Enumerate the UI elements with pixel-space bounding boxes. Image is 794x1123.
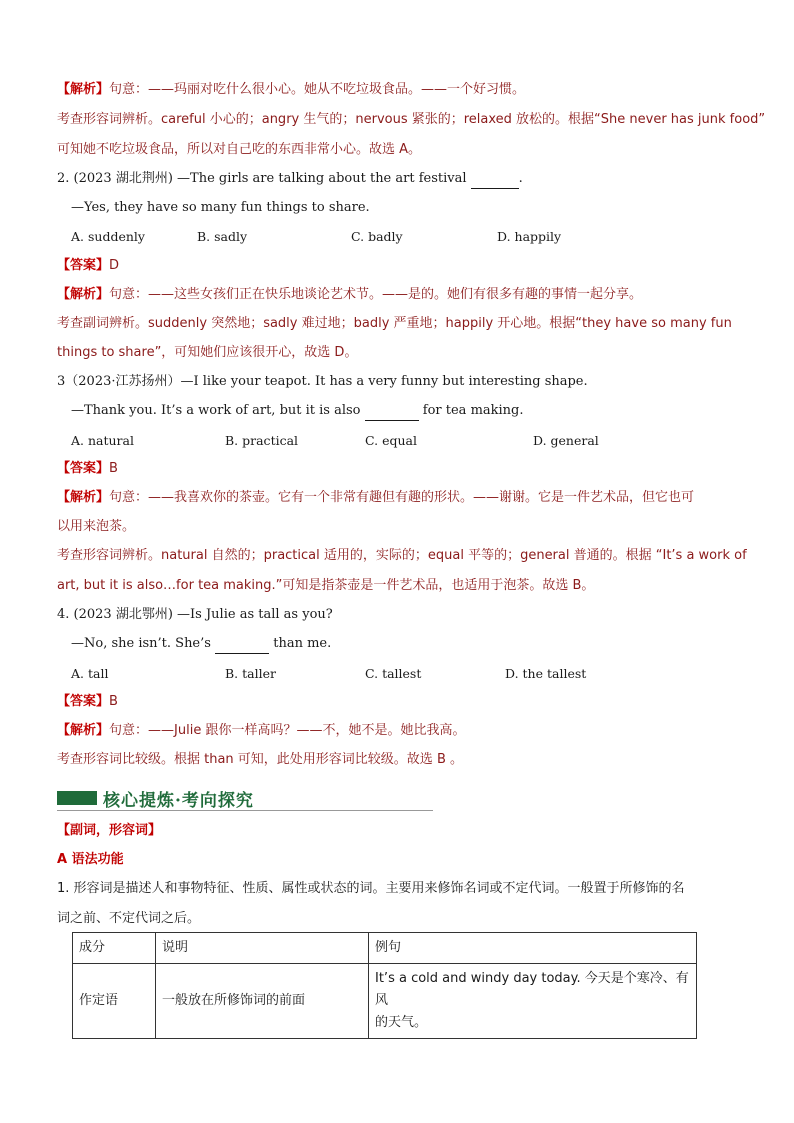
q4-option-b: B. taller (225, 666, 276, 681)
q3-analysis-line2: 考查形容词辨析。natural 自然的；practical 适用的，实际的；equal 平等的；general 普通的。根据 “It’s a work of (57, 548, 747, 563)
q3-reply (71, 402, 761, 421)
analysis-tag: 【解析】 (57, 287, 110, 302)
table-cell-example (369, 964, 697, 1039)
q3-translation: 句意：——我喜欢你的茶壶。它有一个非常有趣但有趣的形状。——谢谢。它是一件艺术品，但它也可 (109, 490, 695, 505)
table-header-row (73, 933, 697, 964)
q1-analysis-line3: 可知她不吃垃圾食品，所以对自己吃的东西非常小心。故选 A。 (57, 142, 422, 157)
q3-option-a: A. natural (71, 433, 134, 448)
part-a-heading: A 语法功能 (57, 852, 124, 867)
section-subtitle: 【副词，形容词】 (57, 823, 162, 838)
q2-option-a: A. suddenly (71, 229, 145, 244)
q1-analysis-line2: 考查形容词辨析。careful 小心的；angry 生气的；nervous 紧张的；relaxed 放松的。根据“She never has junk food” (57, 112, 766, 127)
q4-reply-start: —No, she isn’t. She’s (71, 636, 211, 651)
table-cell-desc: 一般放在所修饰词的前面 (156, 964, 369, 1039)
q3-translation-cont: 以用来泡茶。 (57, 519, 136, 534)
q3-answer (57, 460, 747, 478)
table-row (73, 964, 697, 1039)
example-line2: 的天气。 (375, 1015, 428, 1030)
q2-analysis-line1 (57, 286, 747, 304)
table-cell-role: 作定语 (73, 964, 156, 1039)
q2-option-c: C. badly (351, 229, 403, 244)
q2-reply: —Yes, they have so many fun things to share. (71, 200, 370, 215)
grammar-para-line1: 1. 形容词是描述人和事物特征、性质、属性或状态的词。主要用来修饰名词或不定代词。一般置于所修饰的名 (57, 881, 685, 896)
q2-option-d: D. happily (497, 229, 562, 244)
q3-answer-value: B (109, 461, 118, 476)
q4-stem: 4. (2023 湖北鄂州) —Is Julie as tall as you? (57, 607, 333, 622)
q3-analysis-line1 (57, 489, 747, 507)
analysis-tag: 【解析】 (57, 723, 110, 738)
q3-analysis-line3: art, but it is also…for tea making.”可知是指茶壶是一件艺术品，也适用于泡茶。故选 B。 (57, 578, 595, 593)
q2-stem (57, 170, 747, 189)
q1-analysis-line1 (57, 81, 747, 99)
q4-analysis-line1 (57, 722, 747, 740)
q2-answer (57, 257, 747, 275)
q3-reply-end: for tea making. (422, 403, 524, 418)
example-line1: It’s a cold and windy day today. 今天是个寒冷、有风 (375, 971, 689, 1008)
answer-tag: 【答案】 (57, 694, 110, 709)
q2-stem-end: . (518, 171, 523, 186)
q3-blank (365, 402, 419, 421)
table-header-cell: 成分 (73, 933, 156, 964)
q4-option-d: D. the tallest (505, 666, 587, 681)
grammar-table (72, 932, 697, 1039)
q4-reply (71, 635, 761, 654)
table-header-cell: 说明 (156, 933, 369, 964)
section-header (57, 782, 433, 811)
section-title: 核心提炼·考向探究 (103, 791, 254, 811)
q4-blank (215, 635, 269, 654)
q3-stem: 3（2023·江苏扬州）—I like your teapot. It has a very funny but interesting shape. (57, 374, 588, 389)
q3-option-b: B. practical (225, 433, 299, 448)
section-marker (57, 791, 97, 805)
grammar-para-line2: 词之前、不定代词之后。 (57, 911, 201, 926)
q2-analysis-line3: things to share”，可知她们应该很开心，故选 D。 (57, 345, 358, 360)
q4-answer (57, 693, 747, 711)
q4-analysis-line2: 考查形容词比较级。根据 than 可知，此处用形容词比较级。故选 B 。 (57, 752, 463, 767)
q2-analysis-line2: 考查副词辨析。suddenly 突然地；sadly 难过地；badly 严重地；happily 开心地。根据“they have so many fun (57, 316, 732, 331)
q3-option-c: C. equal (365, 433, 417, 448)
q2-option-b: B. sadly (197, 229, 248, 244)
q4-option-c: C. tallest (365, 666, 422, 681)
q4-translation: 句意：——Julie 跟你一样高吗？——不，她不是。她比我高。 (109, 723, 466, 738)
q2-stem-text: 2. (2023 湖北荆州) —The girls are talking about the art festival (57, 171, 467, 186)
answer-tag: 【答案】 (57, 461, 110, 476)
answer-tag: 【答案】 (57, 258, 110, 273)
table-header-cell: 例句 (369, 933, 697, 964)
q1-translation: 句意：——玛丽对吃什么很小心。她从不吃垃圾食品。——一个好习惯。 (109, 82, 526, 97)
analysis-tag: 【解析】 (57, 490, 110, 505)
analysis-tag: 【解析】 (57, 82, 110, 97)
q4-answer-value: B (109, 694, 118, 709)
q4-option-a: A. tall (71, 666, 109, 681)
q2-answer-value: D (109, 258, 120, 273)
q2-blank (471, 170, 519, 189)
q2-translation: 句意：——这些女孩们正在快乐地谈论艺术节。——是的。她们有很多有趣的事情一起分享。 (109, 287, 643, 302)
q3-reply-start: —Thank you. It’s a work of art, but it is also (71, 403, 361, 418)
q4-reply-end: than me. (273, 636, 332, 651)
q3-option-d: D. general (533, 433, 599, 448)
